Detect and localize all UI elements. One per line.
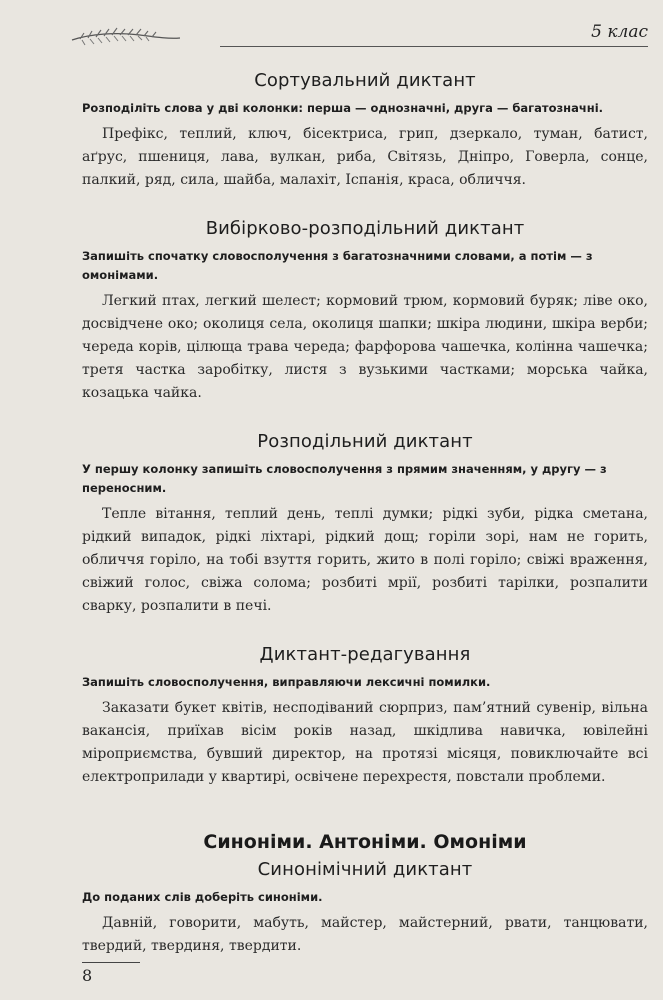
class-label: 5 клас: [583, 22, 648, 42]
section-sorting-dictation: [82, 70, 648, 192]
section-editing-dictation: [82, 644, 648, 789]
feather-ornament-icon: [70, 26, 182, 48]
page-content: [82, 70, 648, 958]
page-number: 8: [82, 966, 93, 985]
section-title: Розподільний диктант: [257, 431, 473, 452]
section-title: Диктант-редагування: [259, 644, 471, 665]
section-selective-dictation: [82, 218, 648, 405]
section-title: Сортувальний диктант: [254, 70, 476, 91]
chapter-title: Синоніми. Антоніми. Омоніми: [203, 831, 527, 853]
section-instruction: У першу колонку запишіть словосполучення з прямим значенням, у другу — з переносним.: [82, 462, 607, 495]
section-text: Легкий птах, легкий шелест; кормовий трюм, кормовий буряк; ліве око, досвідчене око; околиця села, околиця шапки; шкіра людини, шкіра верби; череда корів, цілюща трава череда; фарфорова чашечка, колінна чашечка; третя частка заробітку, листя з вузькими частками; морська чайка, козацька чайка.: [82, 293, 648, 401]
page-header: [70, 22, 650, 52]
header-rule: [220, 46, 648, 47]
section-instruction: Запишіть словосполучення, виправляючи лексичні помилки.: [82, 675, 491, 689]
section-text: Тепле вітання, теплий день, теплі думки; рідкі зуби, рідка сметана, рідкий випадок, рідкі ліхтарі, рідкий дощ; горіли зорі, нам не горить, обличчя горіло, на тобі взуття горить, жито в полі горіло; свіжі враження, свіжий голос, свіжа солома; розбиті мрії, розбиті тарілки, розпалити сварку, розпалити в печі.: [82, 506, 648, 614]
chapter-synonyms: [82, 831, 648, 958]
section-instruction: Запишіть спочатку словосполучення з багатозначними словами, а потім — з омонімами.: [82, 249, 593, 282]
chapter-subtitle: Синонімічний диктант: [257, 859, 473, 880]
footer-rule: [82, 962, 140, 963]
section-distribution-dictation: [82, 431, 648, 618]
chapter-text: Давній, говорити, мабуть, майстер, майстерний, рвати, танцювати, твердий, твердиня, твердити.: [82, 915, 648, 954]
section-text: Префікс, теплий, ключ, бісектриса, грип, дзеркало, туман, батист, аґрус, пшениця, лава, вулкан, риба, Світязь, Дніпро, Говерла, сонце, палкий, ряд, сила, шайба, малахіт, Іспанія, краса, обличчя.: [82, 126, 648, 188]
section-instruction: Розподіліть слова у дві колонки: перша — однозначні, друга — багатозначні.: [82, 101, 604, 115]
chapter-instruction: До поданих слів доберіть синоніми.: [82, 890, 323, 904]
section-title: Вибірково-розподільний диктант: [205, 218, 525, 239]
section-text: Заказати букет квітів, несподіваний сюрприз, пам’ятний сувенір, вільна вакансія, приїхав вісім років назад, шкідлива навичка, ювілейні мiроприємства, бувший директор, на протязі місяця, повиключайте всі електроприлади у квартирі, освічене перехрестя, повстали проблеми.: [82, 700, 648, 785]
